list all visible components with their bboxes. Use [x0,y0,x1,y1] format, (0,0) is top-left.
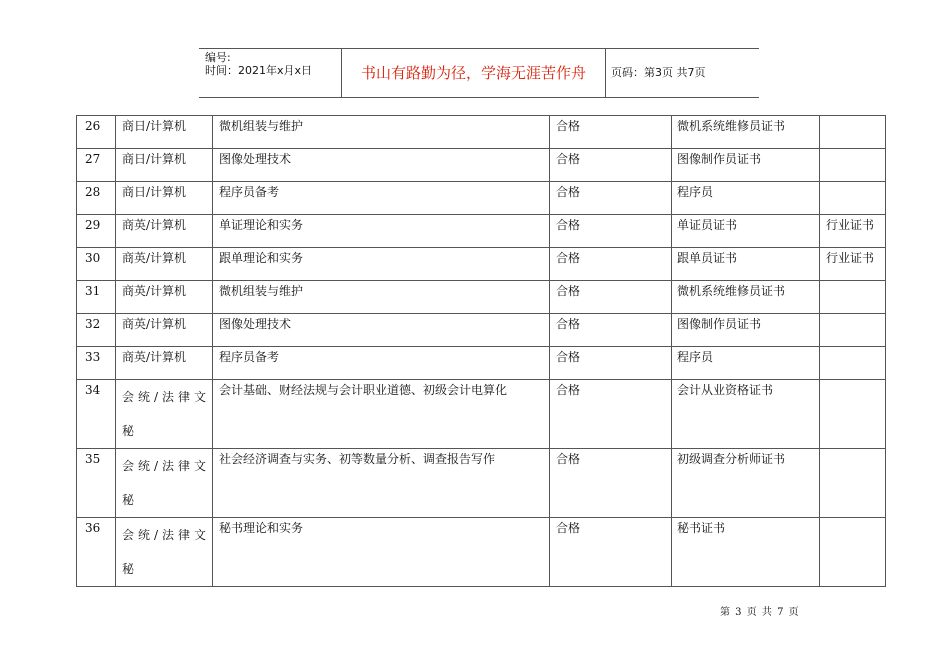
certificate-cell: 程序员 [672,347,820,380]
table-row [77,182,886,215]
row-number-cell: 30 [77,248,116,281]
result-cell: 合格 [550,518,672,587]
row-number-cell: 34 [77,380,116,449]
table-row [77,518,886,587]
result-cell: 合格 [550,281,672,314]
certificate-cell: 图像制作员证书 [672,149,820,182]
certificate-cell: 微机系统维修员证书 [672,116,820,149]
result-cell: 合格 [550,347,672,380]
result-cell: 合格 [550,149,672,182]
major-cell: 商日/计算机 [116,149,213,182]
course-cell: 微机组装与维护 [213,116,550,149]
major-cell: 商日/计算机 [116,116,213,149]
result-cell: 合格 [550,449,672,518]
row-number-cell: 31 [77,281,116,314]
certificate-type-cell [820,380,886,449]
row-number-cell: 26 [77,116,116,149]
certificate-cell: 跟单员证书 [672,248,820,281]
row-number-cell: 36 [77,518,116,587]
table-row [77,347,886,380]
certificate-type-cell [820,182,886,215]
result-cell: 合格 [550,116,672,149]
course-cell: 社会经济调查与实务、初等数量分析、调查报告写作 [213,449,550,518]
result-cell: 合格 [550,248,672,281]
major-cell: 商英/计算机 [116,347,213,380]
certificate-type-cell [820,149,886,182]
course-cell: 图像处理技术 [213,314,550,347]
major-cell: 商英/计算机 [116,281,213,314]
row-number-cell: 28 [77,182,116,215]
result-cell: 合格 [550,380,672,449]
row-number-cell: 35 [77,449,116,518]
certificate-cell: 初级调查分析师证书 [672,449,820,518]
page-header [199,48,759,98]
major-cell: 商英/计算机 [116,248,213,281]
certificate-table [76,115,886,587]
major-cell: 会统/法律文秘 [116,449,213,518]
table-body [77,116,886,587]
course-cell: 秘书理论和实务 [213,518,550,587]
certificate-type-cell [820,449,886,518]
header-page-info: 页码：第3页 共7页 [611,66,706,79]
row-number-cell: 32 [77,314,116,347]
course-cell: 会计基础、财经法规与会计职业道德、初级会计电算化 [213,380,550,449]
result-cell: 合格 [550,182,672,215]
certificate-cell: 单证员证书 [672,215,820,248]
major-cell: 商日/计算机 [116,182,213,215]
table-row [77,314,886,347]
certificate-type-cell [820,116,886,149]
certificate-cell: 秘书证书 [672,518,820,587]
certificate-type-cell [820,518,886,587]
course-cell: 跟单理论和实务 [213,248,550,281]
table-row [77,281,886,314]
major-cell: 商英/计算机 [116,215,213,248]
result-cell: 合格 [550,314,672,347]
course-cell: 程序员备考 [213,347,550,380]
course-cell: 微机组装与维护 [213,281,550,314]
certificate-type-cell: 行业证书 [820,248,886,281]
course-cell: 单证理论和实务 [213,215,550,248]
header-motto: 书山有路勤为径，学海无涯苦作舟 [341,49,606,97]
table-row [77,248,886,281]
certificate-type-cell [820,314,886,347]
certificate-cell: 程序员 [672,182,820,215]
result-cell: 合格 [550,215,672,248]
certificate-cell: 微机系统维修员证书 [672,281,820,314]
document-time: 时间：2021年x月x日 [205,64,313,77]
row-number-cell: 33 [77,347,116,380]
course-cell: 图像处理技术 [213,149,550,182]
table-row [77,116,886,149]
major-cell: 商英/计算机 [116,314,213,347]
major-cell: 会统/法律文秘 [116,380,213,449]
header-meta [199,49,341,97]
table-row [77,215,886,248]
certificate-cell: 会计从业资格证书 [672,380,820,449]
document-number-label: 编号: [205,51,231,64]
certificate-type-cell [820,281,886,314]
table-row [77,449,886,518]
table-row [77,149,886,182]
course-cell: 程序员备考 [213,182,550,215]
row-number-cell: 29 [77,215,116,248]
certificate-type-cell: 行业证书 [820,215,886,248]
row-number-cell: 27 [77,149,116,182]
page-footer: 第 3 页 共 7 页 [720,607,800,618]
table-row [77,380,886,449]
certificate-type-cell [820,347,886,380]
major-cell: 会统/法律文秘 [116,518,213,587]
certificate-cell: 图像制作员证书 [672,314,820,347]
